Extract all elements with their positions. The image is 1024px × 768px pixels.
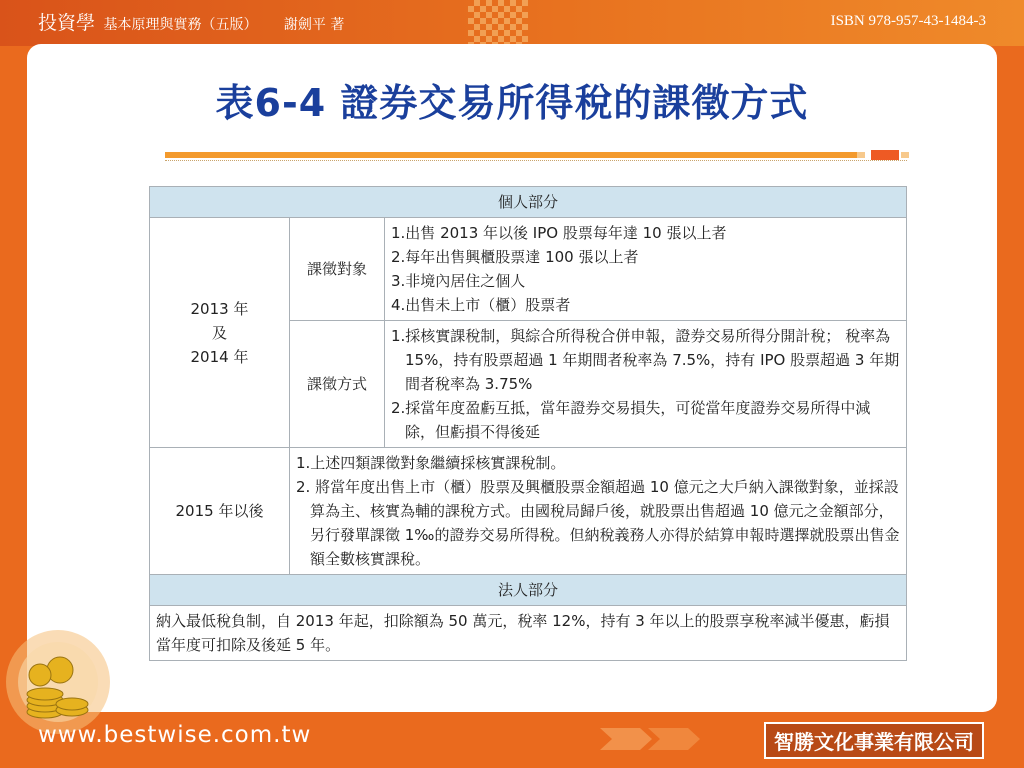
tax-table <box>149 186 907 661</box>
list-item: 2.每年出售興櫃股票達 100 張以上者 <box>391 248 639 266</box>
list-item: 1.出售 2013 年以後 IPO 股票每年達 10 張以上者 <box>391 224 727 242</box>
list-item: 2. 將當年度出售上市（櫃）股票及興櫃股票金額超過 10 億元之大戶納入課徵對象，並採設算為主、核實為輔的課稅方式。由國稅局歸戶後，就股票出售超過 10 億元之金額部分，另行發單課徵 1‰的證券交易所得稅。但納稅義務人亦得於結算申報時選擇就股票出售金額全數核實課稅。 <box>296 478 900 568</box>
after-2015-list <box>290 448 907 575</box>
decorative-checker-pattern <box>468 0 528 46</box>
period-line: 2013 年 <box>190 299 249 318</box>
period-line: 及 <box>211 323 227 342</box>
book-info <box>38 8 344 35</box>
period-2013-cell <box>150 218 290 448</box>
book-subtitle: 基本原理與實務（五版） <box>103 17 258 33</box>
website-url: www.bestwise.com.tw <box>38 722 312 748</box>
method-label: 課徵方式 <box>290 321 385 448</box>
slide-card <box>27 44 997 712</box>
list-item: 4.出售未上市（櫃）股票者 <box>391 296 571 314</box>
decorative-arrows-icon <box>600 722 710 756</box>
book-brand: 投資學 <box>38 12 96 34</box>
title-divider <box>165 150 907 160</box>
publisher-badge: 智勝文化事業有限公司 <box>764 722 984 759</box>
isbn-text: ISBN 978-957-43-1484-3 <box>830 13 986 29</box>
slide-title: 表6-4 證券交易所得稅的課徵方式 <box>215 81 809 125</box>
list-item: 2.採當年度盈虧互抵，當年證券交易損失，可從當年度證券交易所得中減除，但虧損不得後延 <box>391 399 871 441</box>
list-item: 1.採核實課稅制，與綜合所得稅合併申報，證券交易所得分開計稅； 稅率為 15%，持有股票超過 1 年期間者稅率為 7.5%，持有 IPO 股票超過 3 年期間者稅率為 3.75% <box>391 327 900 393</box>
method-list <box>385 321 907 448</box>
corporate-header: 法人部分 <box>150 575 907 606</box>
subject-label: 課徵對象 <box>290 218 385 321</box>
individual-header: 個人部分 <box>150 187 907 218</box>
book-author: 謝劍平 著 <box>283 17 345 33</box>
subject-list <box>385 218 907 321</box>
corporate-text: 納入最低稅負制，自 2013 年起，扣除額為 50 萬元，稅率 12%，持有 3 年以上的股票享稅率減半優惠，虧損當年度可扣除及後延 5 年。 <box>150 606 907 661</box>
list-item: 1.上述四類課徵對象繼續採核實課稅制。 <box>296 454 566 472</box>
period-line: 2014 年 <box>190 347 249 366</box>
list-item: 3.非境內居住之個人 <box>391 272 526 290</box>
period-2015-cell: 2015 年以後 <box>150 448 290 575</box>
